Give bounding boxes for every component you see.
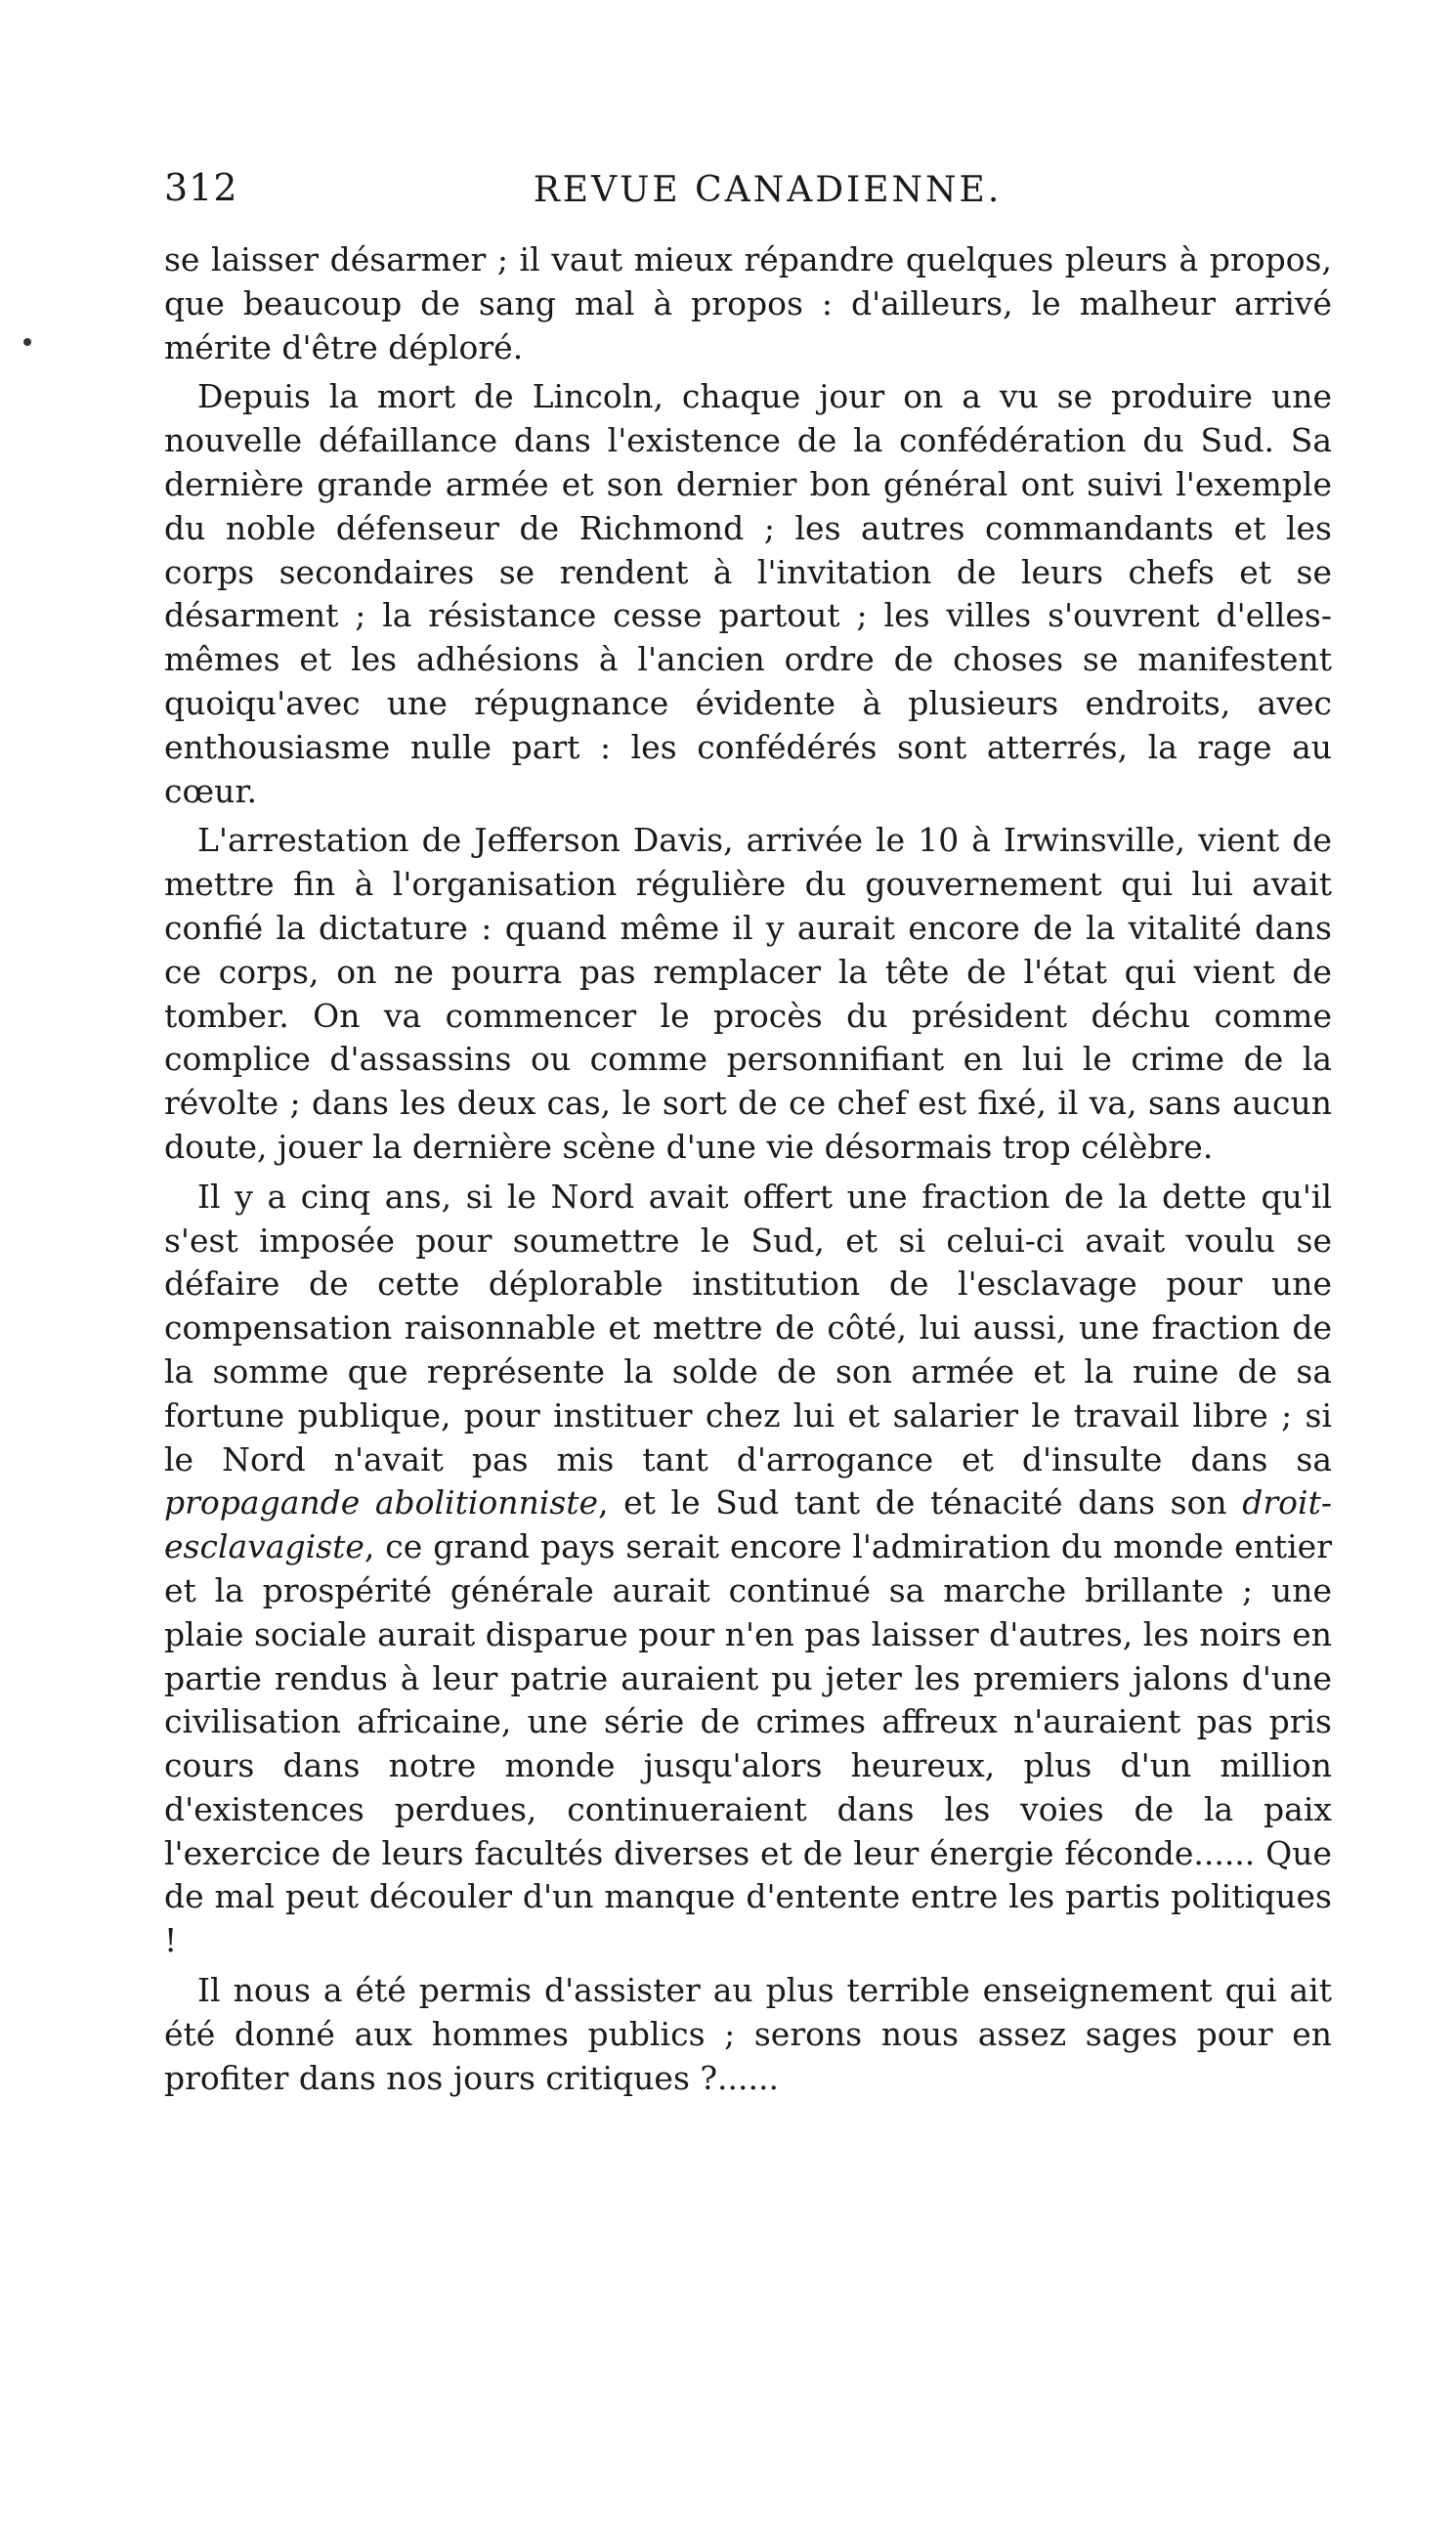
italic-phrase-propagande: propagande abolitionniste: [164, 1483, 599, 1522]
paragraph-4-text-start: Il y a cinq ans, si le Nord avait offert une fraction de la dette qu'il s'est imposée pour soumettre le Sud, et si celui-ci avait voulu se défaire de cette déplorable institution de l'esclavage pour une compensation raisonnable et mettre de côté, lui aussi, une fraction de la somme que représente la solde de son armée et la ruine de sa fortune publique, pour instituer chez lui et salarier le travail libre ; si le Nord n'avait pas mis tant d'arrogance et d'insulte dans sa: [164, 1177, 1332, 1479]
italic-phrase-droit-esclavagiste: droit-esclavagiste: [164, 1483, 1332, 1566]
paragraph-5: [164, 1969, 1332, 2100]
page-number: 312: [164, 166, 238, 209]
book-page: [164, 166, 1332, 2106]
paragraph-2-text: Depuis la mort de Lincoln, chaque jour on a vu se produire une nouvelle défaillance dans l'existence de la confédération du Sud. Sa dernière grande armée et son dernier bon général ont suivi l'exemple du noble défenseur de Richmond ; les autres commandants et les corps secondaires se rendent à l'invitation de leurs chefs et se désarment ; la résistance cesse partout ; les villes s'ouvrent d'elles-mêmes et les adhésions à l'ancien ordre de choses se manifestent quoiqu'avec une répugnance évidente à plusieurs endroits, avec enthousiasme nulle part : les confédérés sont atterrés, la rage au cœur.: [164, 377, 1332, 810]
paragraph-3-text: L'arrestation de Jefferson Davis, arrivée le 10 à Irwinsville, vient de mettre fin à l'organisation régulière du gouvernement qui lui avait confié la dictature : quand même il y aurait encore de la vitalité dans ce corps, on ne pourra pas remplacer la tête de l'état qui vient de tomber. On va commencer le procès du président déchu comme complice d'assassins ou comme personnifiant en lui le crime de la révolte ; dans les deux cas, le sort de ce chef est fixé, il va, sans aucun doute, jouer la dernière scène d'une vie désormais trop célèbre.: [164, 821, 1332, 1166]
paragraph-3: [164, 819, 1332, 1169]
paragraph-1: [164, 238, 1332, 369]
paragraph-4-text-end: , ce grand pays serait encore l'admiration du monde entier et la prospérité générale aurait continué sa marche brillante ; une plaie sociale aurait disparue pour n'en pas laisser d'autres, les noirs en partie rendus à leur patrie auraient pu jeter les premiers jalons d'une civilisation africaine, une série de crimes affreux n'auraient pas pris cours dans notre monde jusqu'alors heureux, plus d'un million d'existences perdues, continueraient dans les voies de la paix l'exercice de leurs facultés diverses et de leur énergie féconde...... Que de mal peut découler d'un manque d'entente entre les partis politiques !: [164, 1527, 1332, 1960]
journal-title: REVUE CANADIENNE.: [533, 170, 1003, 210]
paragraph-5-text: Il nous a été permis d'assister au plus terrible enseignement qui ait été donné aux hommes publics ; serons nous assez sages pour en profiter dans nos jours critiques ?......: [164, 1971, 1332, 2097]
paragraph-4-text-middle: , et le Sud tant de ténacité dans son: [598, 1483, 1243, 1522]
paragraph-2: [164, 375, 1332, 813]
running-head: [164, 166, 1332, 225]
paragraph-4: [164, 1176, 1332, 1963]
paragraph-1-text: se laisser désarmer ; il vaut mieux répandre quelques pleurs à propos, que beaucoup de sang mal à propos : d'ailleurs, le malheur arrivé mérite d'être déploré.: [164, 240, 1332, 366]
article-body: [164, 238, 1332, 2100]
margin-ink-dot: [23, 338, 31, 346]
